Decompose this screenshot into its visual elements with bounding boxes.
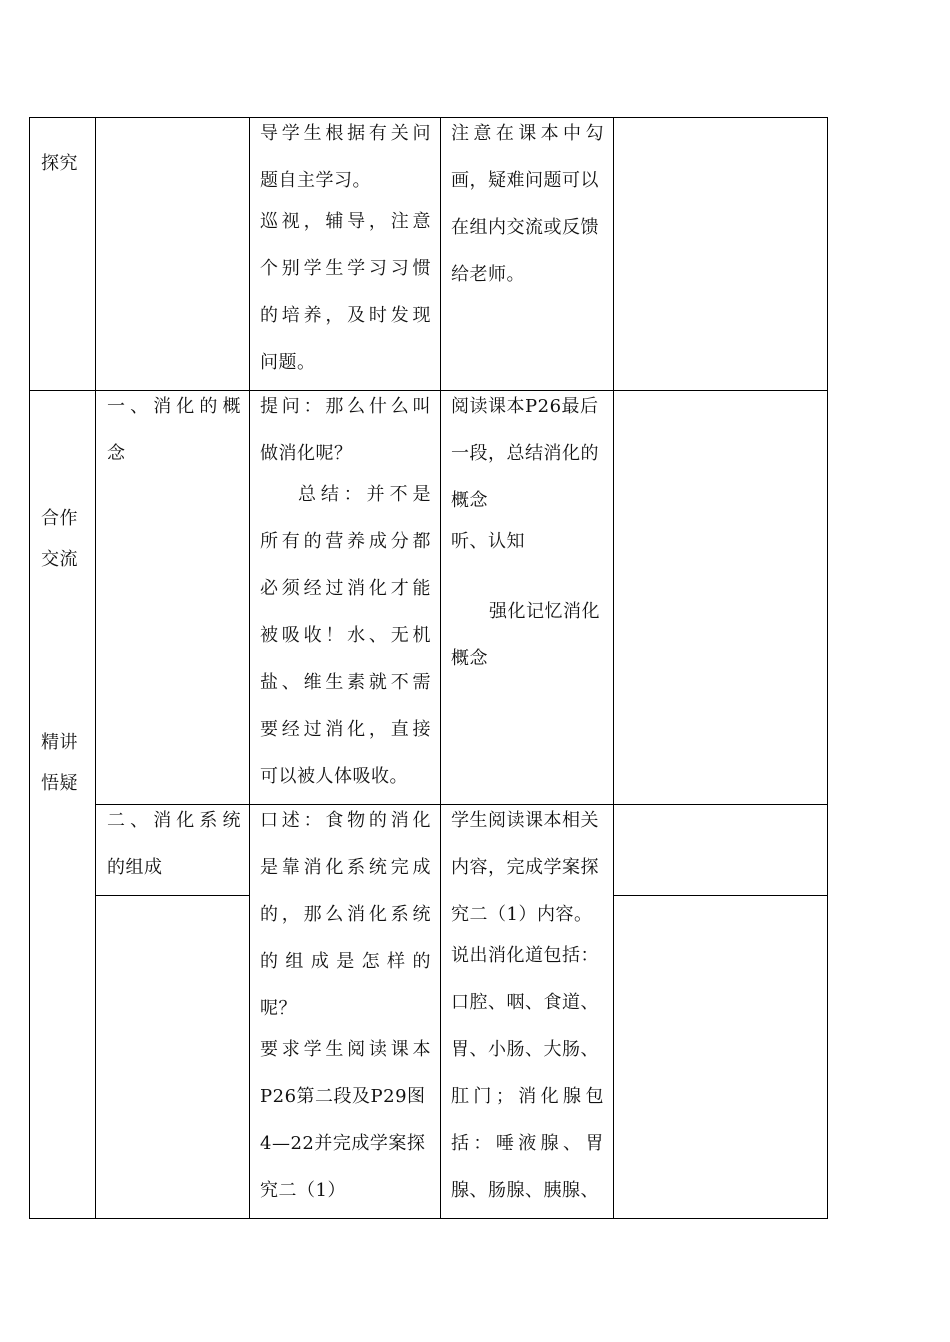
text-line: 阅读课本P26最后	[451, 396, 599, 417]
text-line: 交流	[41, 549, 78, 570]
text-line: 学生阅读课本相关	[451, 810, 599, 831]
text-line: 听、认知	[451, 531, 525, 552]
text-line: 肛 门 ； 消 化 腺 包	[451, 1086, 604, 1107]
text-line: 究二（1）	[260, 1180, 346, 1201]
text-line: 括 ： 唾 液 腺 、 胃	[451, 1133, 604, 1154]
row2-teacher-activity	[260, 394, 431, 811]
column-divider-3	[440, 117, 441, 1219]
text-line: 的组成	[107, 857, 163, 878]
row-divider-2	[95, 804, 828, 805]
text-line: 必 须 经 过 消 化 才 能	[260, 578, 431, 599]
text-line: 要 求 学 生 阅 读 课 本	[260, 1039, 431, 1060]
text-line: 强化记忆消化	[489, 601, 600, 622]
text-line: 盐 、 维 生 素 就 不 需	[260, 672, 431, 693]
row2-content	[107, 394, 241, 488]
text-line: 在组内交流或反馈	[451, 217, 599, 238]
text-line: 口 述 ： 食 物 的 消 化	[260, 810, 431, 831]
text-line: 要 经 过 消 化 ， 直 接	[260, 719, 431, 740]
text-line: 精讲	[41, 732, 78, 753]
text-line: 题自主学习。	[260, 170, 371, 191]
table-right-border	[827, 117, 828, 1219]
table-top-border	[29, 117, 828, 118]
text-line: 的 ， 那 么 消 化 系 统	[260, 904, 431, 925]
stage-label-explore: 探究	[41, 153, 78, 174]
text-line: P26第二段及P29图	[260, 1086, 426, 1107]
text-line: 的 组 成 是 怎 样 的	[260, 951, 431, 972]
row3-teacher-activity	[260, 808, 431, 1225]
stage-label-cooperate	[41, 506, 78, 594]
text-line: 注 意 在 课 本 中 勾	[451, 123, 604, 144]
text-line: 4—22并完成学案探	[260, 1133, 426, 1154]
text-line: 给老师。	[451, 264, 525, 285]
text-line: 可以被人体吸收。	[260, 766, 408, 787]
text-line: 的 培 养 ， 及 时 发 现	[260, 305, 431, 326]
text-line: 呢？	[260, 998, 297, 1019]
stage-label-explain	[41, 730, 78, 818]
row1-student-activity	[451, 121, 604, 309]
text-line: 问题。	[260, 352, 316, 373]
text-line: 究二（1）内容。	[451, 904, 593, 925]
column-divider-2	[249, 117, 250, 1219]
text-line: 概念	[451, 648, 488, 669]
text-line: 念	[107, 443, 126, 464]
text-line: 说出消化道包括：	[451, 945, 599, 966]
text-line: 二 、 消 化 系 统	[107, 810, 241, 831]
column-divider-1	[95, 117, 96, 1219]
text-line: 被 吸 收 ！ 水 、 无 机	[260, 625, 431, 646]
text-line: 做消化呢？	[260, 443, 353, 464]
column-divider-4	[613, 117, 614, 1219]
row3-content	[107, 808, 241, 902]
text-line: 内容，完成学案探	[451, 857, 599, 878]
text-line: 提 问 ： 那 么 什 么 叫	[260, 396, 431, 417]
text-line: 总 结 ： 并 不 是	[298, 484, 431, 505]
table-left-border	[29, 117, 30, 1219]
row1-teacher-activity	[260, 121, 431, 397]
row3-student-activity	[451, 808, 604, 1225]
text-line: 悟疑	[41, 773, 78, 794]
row2-student-activity	[451, 394, 604, 693]
row-divider-3b	[613, 895, 828, 896]
text-line: 个 别 学 生 学 习 习 惯	[260, 258, 431, 279]
text-line: 合作	[41, 508, 78, 529]
text-line: 巡 视 ， 辅 导 ， 注 意	[260, 211, 431, 232]
text-line: 一段，总结消化的	[451, 443, 599, 464]
text-line: 画，疑难问题可以	[451, 170, 599, 191]
text-line: 所 有 的 营 养 成 分 都	[260, 531, 431, 552]
text-line: 胃、小肠、大肠、	[451, 1039, 599, 1060]
text-line: 导 学 生 根 据 有 关 问	[260, 123, 431, 144]
text-line: 口腔、咽、食道、	[451, 992, 599, 1013]
text-line: 腺、肠腺、胰腺、	[451, 1180, 599, 1201]
text-line: 是 靠 消 化 系 统 完 成	[260, 857, 431, 878]
text-line: 一 、 消 化 的 概	[107, 396, 241, 417]
text-line: 概念	[451, 490, 488, 511]
